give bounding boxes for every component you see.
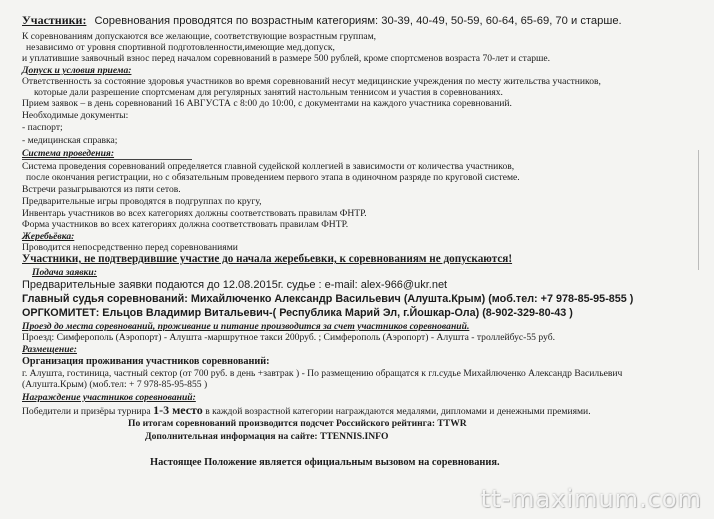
age-categories-text: Соревнования проводятся по возрастным категориям: 30-39, 40-49, 50-59, 60-64, 65-69, 70 и старше. bbox=[94, 15, 622, 27]
accommodation-heading: Размещение: bbox=[22, 344, 77, 355]
participants-text-1: К соревнованиям допускаются все желающие, соответствующие возрастным группам, bbox=[22, 31, 377, 42]
draw-text-1: Проводится непосредственно перед соревнованиями bbox=[22, 242, 238, 253]
draw-warning: Участники, не подтвердившие участие до начала жеребьевки, к соревнованиям не допускаются! bbox=[22, 253, 513, 265]
travel-heading: Проезд до места соревнований, проживание и питание производится за счет участников соревнований. bbox=[22, 321, 470, 332]
chief-judge: Главный судья соревнований: Михайлюченко Александр Васильевич (Алушта.Крым) (моб.тел: +7 978-85-95-855 ) bbox=[22, 293, 634, 305]
system-text-5: Инвентарь участников во всех категориях должны соответствовать правилам ФНТР. bbox=[22, 208, 367, 219]
admission-heading: Допуск и условия приема: bbox=[22, 65, 132, 76]
admission-text-2: которые дали разрешение спортсменам для регулярных занятий настольным теннисом и участия в соревнованиях. bbox=[34, 87, 503, 98]
system-divider bbox=[22, 159, 192, 160]
draw-heading: Жеребьёвка: bbox=[22, 231, 75, 242]
participants-line bbox=[22, 13, 622, 28]
admission-text-5: - паспорт; bbox=[22, 122, 63, 133]
rating-info: По итогам соревнований производится подсчет Российского рейтинга: TTWR bbox=[128, 418, 467, 429]
awards-places: 1-3 место bbox=[153, 403, 203, 417]
accommodation-subheading: Организация проживания участников соревнований: bbox=[22, 356, 270, 367]
participants-text-2: независимо от уровня спортивной подготовленности,имеющие мед.допуск, bbox=[26, 42, 335, 53]
application-text: Предварительные заявки подаются до 12.08.2015г. судье : e-mail: alex-966@ukr.net bbox=[22, 279, 448, 291]
system-text-3: Встречи разыгрываются из пяти сетов. bbox=[22, 184, 181, 195]
accommodation-text-1: г. Алушта, гостиница, частный сектор (от 700 руб. в день +завтрак ) - По размещению обращатся к гл.судье Михайлюченко Александр Васильевич bbox=[22, 368, 623, 379]
admission-text-4: Необходимые документы: bbox=[22, 110, 129, 121]
admission-text-1: Ответственность за состояние здоровья участников во время соревнований несут медицинские учреждения по месту жительства участников, bbox=[22, 76, 601, 87]
system-text-4: Предварительные игры проводятся в подгруппах по кругу, bbox=[22, 196, 262, 207]
awards-text-a: Победители и призёры турнира bbox=[22, 406, 154, 417]
awards-heading: Награждение участников соревнований: bbox=[22, 392, 196, 403]
website-info: Дополнительная информация на сайте: TTENNIS.INFO bbox=[145, 431, 389, 442]
watermark: tt-maximum.com bbox=[480, 485, 702, 513]
participants-text-3: и уплатившие заявочный взнос перед началом соревнований в размере 500 рублей, кроме спортсменов возраста 70-лет и старше. bbox=[22, 53, 551, 64]
accommodation-text-2: (Алушта.Крым) (моб.тел: + 7 978-85-95-855 ) bbox=[22, 379, 208, 390]
application-heading: Подача заявки: bbox=[32, 267, 97, 278]
system-text-1: Система проведения соревнований определяется главной судейской коллегией в зависимости от количества участников, bbox=[22, 161, 515, 172]
admission-text-3: Прием заявок – в день соревнований 16 АВГУСТА с 8:00 до 10:00, с документами на каждого участника соревнований. bbox=[22, 98, 512, 109]
org-committee: ОРГКОМИТЕТ: Ельцов Владимир Витальевич-( Республика Марий Эл, г.Йошкар-Ола) (8-902-329-80-43 ) bbox=[22, 307, 573, 319]
system-heading: Система проведения: bbox=[22, 148, 115, 159]
official-notice: Настоящее Положение является официальным вызовом на соревнования. bbox=[150, 457, 500, 468]
system-text-6: Форма участников во всех категориях должна соответствовать правилам ФНТР. bbox=[22, 219, 349, 230]
awards-text bbox=[22, 404, 591, 418]
awards-text-c: в каждой возрастной категории награждаются медалями, дипломами и денежными премиями. bbox=[202, 406, 591, 417]
system-text-2: после окончания регистрации, но с обязательным проведением первого этапа в одиночном разряде по круговой системе. bbox=[26, 172, 520, 183]
participants-heading: Участники: bbox=[22, 13, 87, 27]
travel-text: Проезд: Симферополь (Аэропорт) - Алушта -маршрутное такси 200руб. ; Симферополь (Аэропорт) - Алушта - троллейбус-55 руб. bbox=[22, 332, 555, 343]
admission-text-6: - медицинская справка; bbox=[22, 135, 118, 146]
scan-edge bbox=[698, 150, 699, 270]
